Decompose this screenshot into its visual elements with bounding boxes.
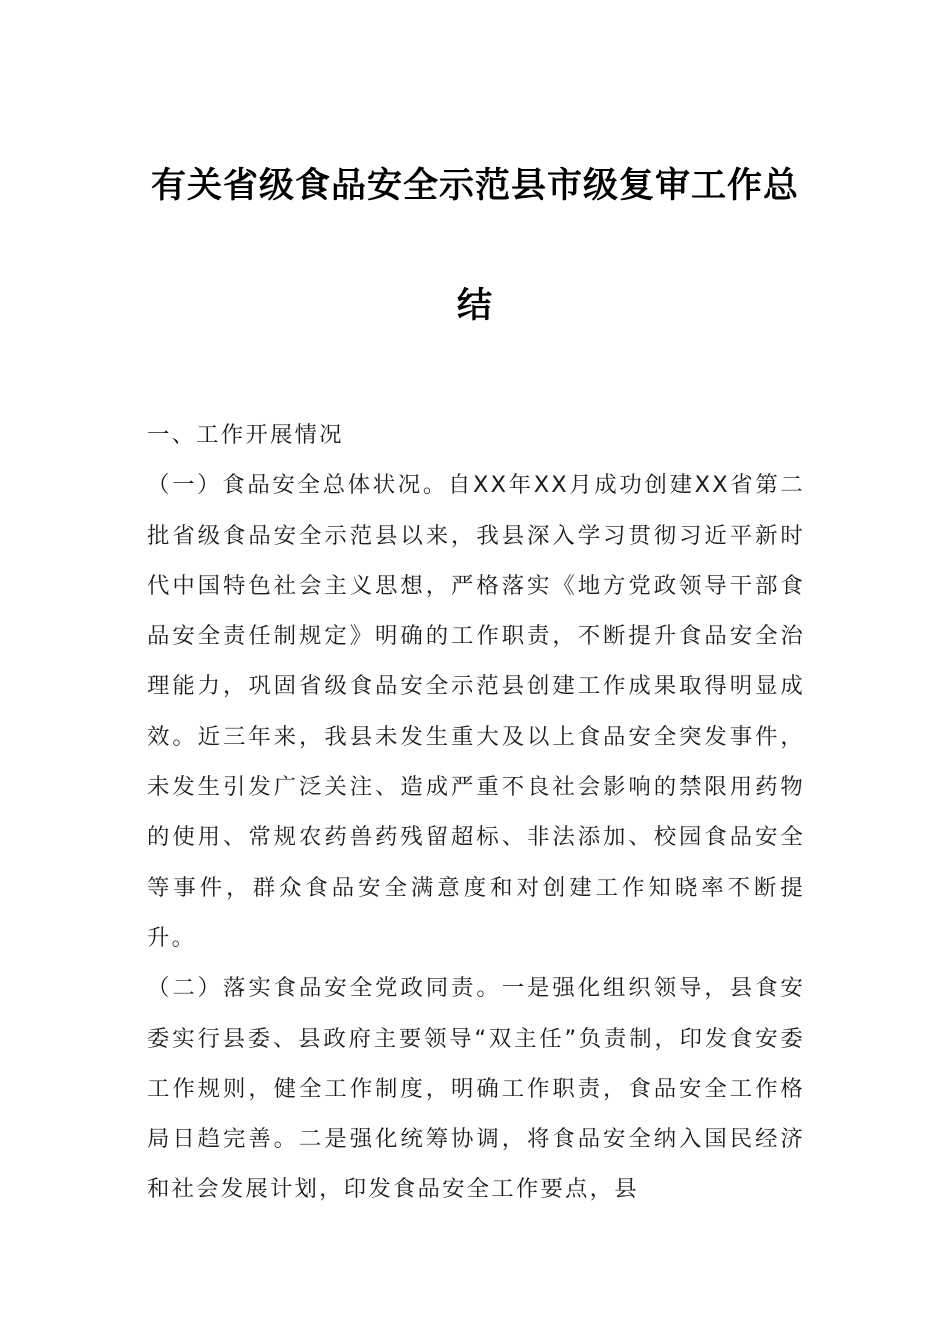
- document-title-line-1: 有关省级食品安全示范县市级复审工作总: [150, 165, 799, 206]
- paragraph-food-safety-status: （一）食品安全总体状况。自XX年XX月成功创建XX省第二批省级食品安全示范县以来，我县深入学习贯彻习近平新时代中国特色社会主义思想，严格落实《地方党政领导干部食品安全责任制规定》明确的工作职责，不断提升食品安全治理能力，巩固省级食品安全示范县创建工作成果取得明显成效。近三年来，我县未发生重大及以上食品安全突发事件，未发生引发广泛关注、造成严重不良社会影响的禁限用药物的使用、常规农药兽药残留超标、非法添加、校园食品安全等事件，群众食品安全满意度和对创建工作知晓率不断提升。: [147, 472, 805, 951]
- document-title-line-2: 结: [456, 285, 493, 326]
- section-heading: 一、工作开展情况: [147, 422, 344, 448]
- document-body: [147, 410, 805, 1215]
- paragraph-party-government-responsibility: （二）落实食品安全党政同责。一是强化组织领导，县食安委实行县委、县政府主要领导“双主任”负责制，印发食安委工作规则，健全工作制度，明确工作职责，食品安全工作格局日趋完善。二是强化统筹协调，将食品安全纳入国民经济和社会发展计划，印发食品安全工作要点，县: [147, 975, 805, 1203]
